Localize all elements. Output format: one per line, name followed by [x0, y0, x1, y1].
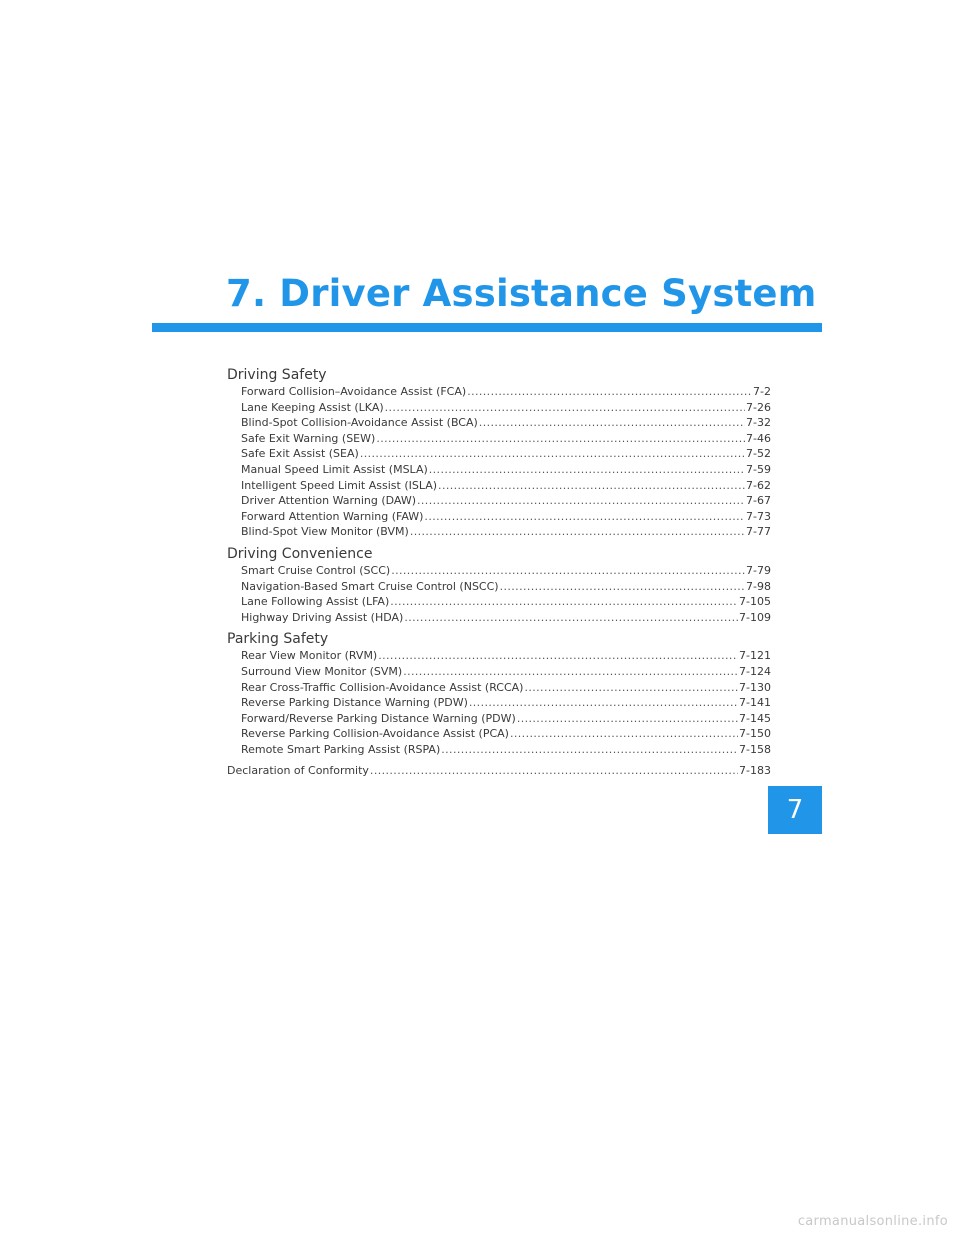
toc-entry-page: 7-59: [746, 462, 771, 476]
toc-entry-label: Smart Cruise Control (SCC): [241, 563, 391, 577]
section-title: Driving Convenience: [227, 545, 373, 562]
title-rule: [152, 323, 822, 332]
toc-entry-page: 7-79: [746, 563, 771, 577]
dot-leader: [429, 462, 745, 478]
toc-entry-label: Forward Collision–Avoidance Assist (FCA): [241, 385, 467, 398]
dot-leader: [410, 524, 745, 540]
toc-entry[interactable]: [227, 384, 771, 400]
chapter-title: 7. Driver Assistance System: [226, 272, 817, 315]
toc-entry[interactable]: [227, 431, 771, 447]
toc-entry-label: Navigation-Based Smart Cruise Control (NSCC): [241, 579, 499, 593]
toc-entry[interactable]: [227, 462, 771, 478]
section-driving-safety: [227, 366, 771, 540]
dot-leader: [376, 431, 745, 447]
dot-leader: [467, 384, 752, 400]
chapter-tab: 7: [768, 786, 822, 834]
toc-entry-page: 7-73: [746, 509, 771, 523]
toc-entry[interactable]: [227, 680, 771, 696]
toc-entry-declaration[interactable]: [227, 763, 771, 779]
toc-entry-label: Forward Attention Warning (FAW): [241, 509, 424, 523]
dot-leader: [517, 711, 738, 727]
toc-entry-page: 7-62: [746, 478, 771, 492]
table-of-contents: [227, 366, 771, 779]
dot-leader: [479, 415, 745, 431]
toc-entry-page: 7-183: [739, 764, 771, 778]
toc-entry-page: 7-130: [739, 680, 771, 694]
toc-entry-label: Manual Speed Limit Assist (MSLA): [241, 462, 428, 476]
dot-leader: [469, 695, 738, 711]
toc-entry-page: 7-77: [746, 525, 771, 539]
toc-entry-label: Lane Keeping Assist (LKA): [241, 400, 384, 414]
dot-leader: [438, 478, 745, 494]
dot-leader: [424, 509, 745, 525]
dot-leader: [524, 680, 738, 696]
toc-entry-page: 7-52: [746, 447, 771, 461]
toc-entry[interactable]: [227, 446, 771, 462]
dot-leader: [403, 664, 738, 680]
toc-entry[interactable]: [227, 610, 771, 626]
toc-entry-label: Surround View Monitor (SVM): [241, 664, 403, 678]
toc-entry-page: 7-158: [739, 742, 771, 756]
toc-entry-page: 7-2: [753, 385, 771, 398]
section-title: Driving Safety: [227, 367, 327, 383]
dot-leader: [441, 742, 738, 758]
section-parking-safety: [227, 630, 771, 757]
toc-entry-page: 7-145: [739, 711, 771, 725]
toc-entry-page: 7-32: [746, 416, 771, 430]
toc-entry-page: 7-26: [746, 400, 771, 414]
dot-leader: [385, 400, 745, 416]
toc-entry-page: 7-109: [739, 610, 771, 624]
toc-entry[interactable]: [227, 648, 771, 664]
toc-entry-page: 7-150: [739, 727, 771, 741]
toc-entry[interactable]: [227, 695, 771, 711]
toc-entry[interactable]: [227, 579, 771, 595]
toc-entry[interactable]: [227, 524, 771, 540]
toc-entry-label: Rear Cross-Traffic Collision-Avoidance Assist (RCCA): [241, 680, 524, 694]
toc-entry-label: Forward/Reverse Parking Distance Warning (PDW): [241, 711, 516, 725]
toc-entry-label: Lane Following Assist (LFA): [241, 595, 390, 609]
dot-leader: [390, 594, 738, 610]
toc-entry[interactable]: [227, 742, 771, 758]
toc-entry[interactable]: [227, 594, 771, 610]
toc-entry-page: 7-98: [746, 579, 771, 593]
toc-entry[interactable]: [227, 509, 771, 525]
dot-leader: [360, 446, 745, 462]
toc-entry[interactable]: [227, 415, 771, 431]
toc-entry-label: Blind-Spot Collision-Avoidance Assist (BCA): [241, 416, 478, 430]
toc-entry[interactable]: [227, 563, 771, 579]
dot-leader: [370, 763, 738, 779]
toc-entry[interactable]: [227, 726, 771, 742]
toc-entry[interactable]: [227, 493, 771, 509]
section-driving-convenience: [227, 545, 771, 625]
toc-entry-page: 7-46: [746, 431, 771, 445]
dot-leader: [404, 610, 738, 626]
dot-leader: [510, 726, 738, 742]
toc-entry-label: Remote Smart Parking Assist (RSPA): [241, 742, 441, 756]
toc-entry[interactable]: [227, 664, 771, 680]
toc-entry-page: 7-67: [746, 494, 771, 508]
toc-entry-label: Safe Exit Warning (SEW): [241, 431, 376, 445]
dot-leader: [417, 493, 745, 509]
dot-leader: [500, 579, 745, 595]
section-title: Parking Safety: [227, 631, 329, 648]
toc-entry-label: Intelligent Speed Limit Assist (ISLA): [241, 478, 438, 492]
toc-entry[interactable]: [227, 400, 771, 416]
toc-entry-page: 7-141: [739, 696, 771, 710]
dot-leader: [391, 563, 745, 579]
toc-entry-label: Reverse Parking Distance Warning (PDW): [241, 696, 468, 710]
dot-leader: [378, 648, 738, 664]
toc-entry[interactable]: [227, 478, 771, 494]
toc-entry[interactable]: [227, 711, 771, 727]
toc-entry-label: Highway Driving Assist (HDA): [241, 610, 404, 624]
toc-entry-page: 7-121: [739, 649, 771, 663]
toc-entry-label: Safe Exit Assist (SEA): [241, 447, 359, 461]
toc-entry-label: Rear View Monitor (RVM): [241, 649, 378, 663]
toc-entry-label: Declaration of Conformity: [227, 764, 369, 778]
toc-entry-page: 7-124: [739, 664, 771, 678]
toc-entry-label: Reverse Parking Collision-Avoidance Assist (PCA): [241, 727, 509, 741]
toc-entry-page: 7-105: [739, 595, 771, 609]
watermark: carmanualsonline.info: [797, 1214, 948, 1229]
toc-entry-label: Driver Attention Warning (DAW): [241, 494, 416, 508]
toc-entry-label: Blind-Spot View Monitor (BVM): [241, 525, 409, 539]
